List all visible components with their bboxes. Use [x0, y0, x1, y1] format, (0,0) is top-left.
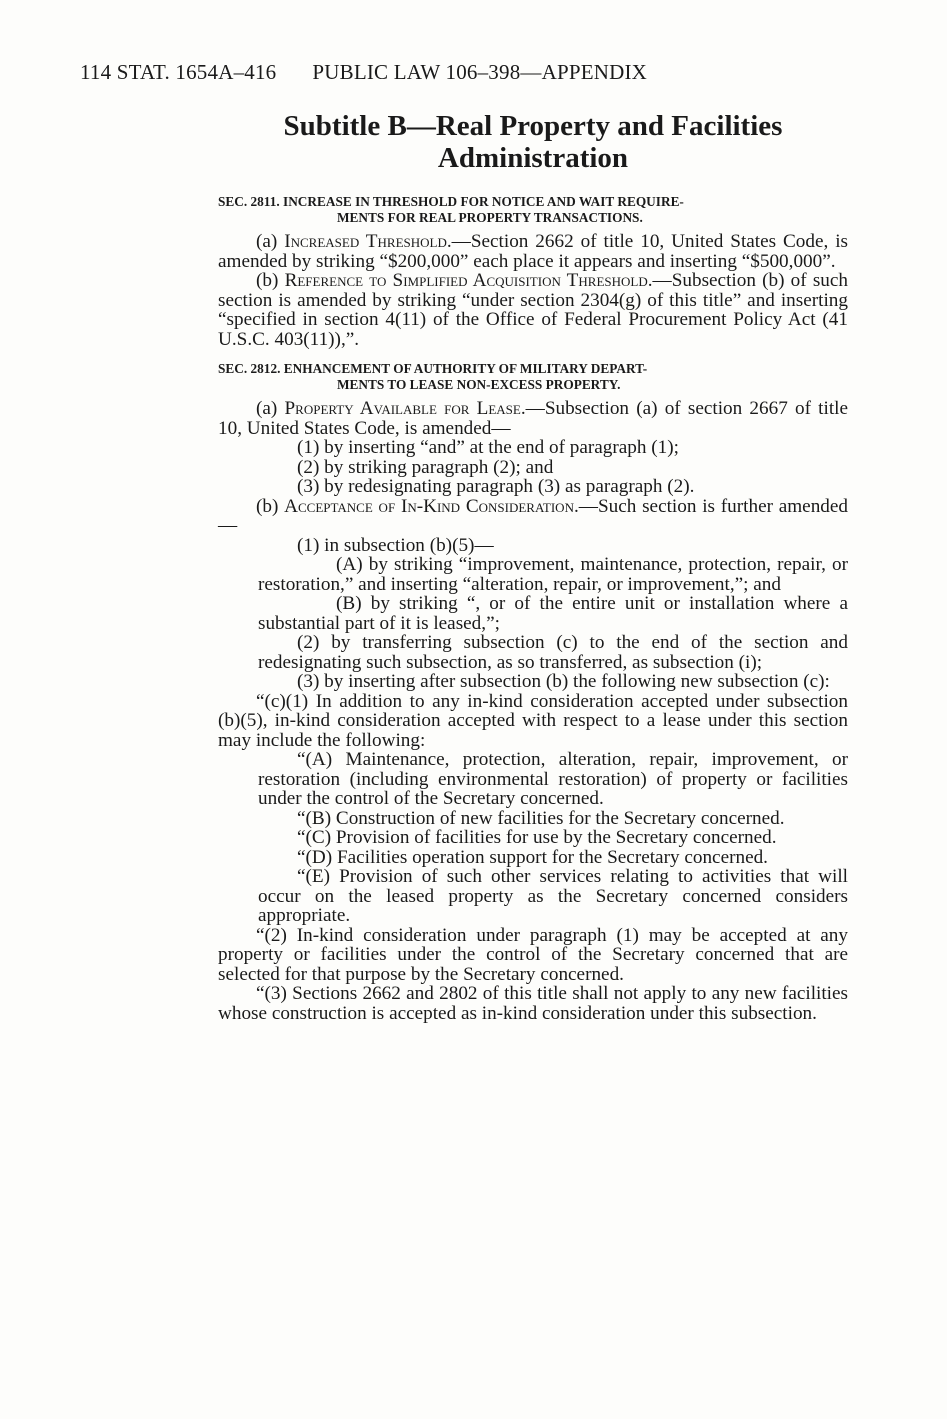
section-2812-heading-line1: SEC. 2812. ENHANCEMENT OF AUTHORITY OF MILITARY DEPART-: [218, 361, 648, 376]
paragraph-b1: (1) in subsection (b)(5)—: [297, 534, 494, 556]
subsection-text: —Section 2662 of title 10, United States Code, is amended by striking “$200,000” each place it appears and inserting “$500,000”.: [218, 231, 849, 272]
paragraph-a2: (2) by striking paragraph (2); and: [297, 456, 554, 478]
quoted-paragraph-2: “(2) In-kind consideration under paragraph (1) may be accepted at any property or facilities under the control of the Secretary concerned that are selected for that purpose by the Secretary concerned.: [218, 924, 848, 985]
subsection-caption: Reference to Simplified Acquisition Threshold.: [284, 270, 653, 291]
quoted-item-B: “(B) Construction of new facilities for the Secretary concerned.: [297, 807, 785, 829]
subsection-label: (b): [256, 495, 285, 517]
subtitle-heading: Subtitle B—Real Property and Facilities Administration: [283, 110, 783, 174]
section-2811-heading-line2: MENTS FOR REAL PROPERTY TRANSACTIONS.: [337, 210, 643, 225]
section-2812-subsection-b: [218, 497, 848, 536]
subsection-text: —Subsection (b) of such section is amended by striking “under section 2304(g) of this title” and inserting “specified in section 4(11) of the Office of Federal Procurement Policy Act (41 U.S.C. 403(11)),”.: [218, 270, 848, 350]
quoted-subsection-c1: “(c)(1) In addition to any in-kind consideration accepted under subsection (b)(5), in-kind consideration accepted with respect to a lease under this section may include the following:: [218, 690, 848, 751]
quoted-item-C: “(C) Provision of facilities for use by the Secretary concerned.: [297, 827, 777, 848]
subsection-caption: Acceptance of In-Kind Consideration.: [284, 495, 579, 517]
paragraph-b3: (3) by inserting after subsection (b) the following new subsection (c):: [297, 671, 830, 692]
paragraph-b2: (2) by transferring subsection (c) to the end of the section and redesignating such subsection, as so transferred, as subsection (i);: [258, 632, 848, 673]
subsection-label: (b): [256, 270, 285, 291]
subsection-text: —Subsection (a) of section 2667 of title 10, United States Code, is amended—: [218, 398, 848, 439]
paragraph-a3: (3) by redesignating paragraph (3) as paragraph (2).: [297, 476, 695, 497]
public-law-title: PUBLIC LAW 106–398—APPENDIX: [312, 60, 648, 84]
page-reference: 114 STAT. 1654A–416: [80, 60, 277, 84]
paragraph-a1: (1) by inserting “and” at the end of paragraph (1);: [297, 437, 679, 458]
subparagraph-b1B: (B) by striking “, or of the entire unit or installation where a substantial part of it is leased,”;: [258, 593, 848, 634]
document-body: [218, 194, 848, 1023]
section-2812-heading: [218, 361, 848, 393]
section-2812-subsection-a: [218, 399, 848, 438]
quoted-item-A: “(A) Maintenance, protection, alteration, repair, improvement, or restoration (including environmental restoration) of property or facilities under the control of the Secretary concerned.: [258, 749, 848, 809]
subsection-caption: Property Available for Lease.: [284, 398, 526, 419]
quoted-item-D: “(D) Facilities operation support for the Secretary concerned.: [297, 846, 768, 868]
quoted-item-E: “(E) Provision of such other services relating to activities that will occur on the leased property as the Secretary concerned considers appropriate.: [258, 866, 848, 926]
quoted-paragraph-3: “(3) Sections 2662 and 2802 of this title shall not apply to any new facilities whose construction is accepted as in-kind consideration under this subsection.: [218, 983, 848, 1024]
subsection-text: —Such section is further amended—: [218, 495, 848, 536]
subsection-caption: Increased Threshold.: [284, 231, 452, 252]
subsection-label: (a): [256, 231, 285, 252]
running-header: [80, 60, 840, 85]
subsection-label: (a): [256, 398, 285, 419]
section-2812-heading-line2: MENTS TO LEASE NON-EXCESS PROPERTY.: [337, 377, 621, 392]
subparagraph-b1A: (A) by striking “improvement, maintenance, protection, repair, or restoration,” and inserting “alteration, repair, or improvement,”; and: [258, 554, 848, 595]
section-2811-heading: [218, 194, 848, 226]
section-2811-heading-line1: SEC. 2811. INCREASE IN THRESHOLD FOR NOTICE AND WAIT REQUIRE-: [218, 194, 684, 209]
section-2811-subsection-a: [218, 232, 848, 271]
section-2811-subsection-b: [218, 271, 848, 349]
